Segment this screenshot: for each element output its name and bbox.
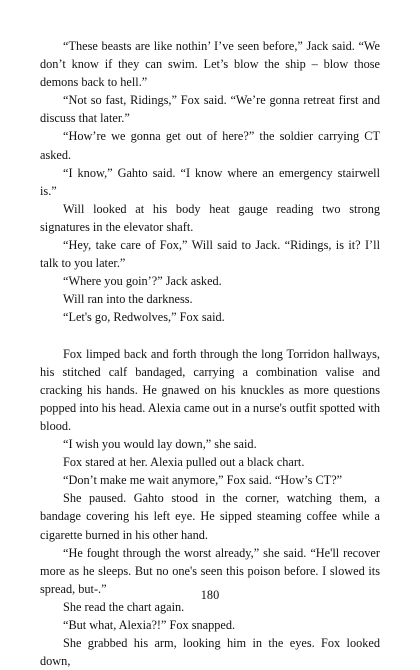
paragraph: She paused. Gahto stood in the corner, watching them, a bandage covering his left eye. He sipped steaming coffee while a cigarette burned in his other hand. (40, 491, 380, 542)
paragraph: “How’re we gonna get out of here?” the soldier carrying CT asked. (40, 129, 380, 162)
paragraph: “I wish you would lay down,” she said. (63, 437, 257, 452)
page-number: 180 (200, 588, 220, 602)
paragraph: Fox stared at her. Alexia pulled out a black chart. (63, 455, 305, 470)
paragraph: “Not so fast, Ridings,” Fox said. “We’re gonna retreat first and discuss that later.” (40, 93, 380, 126)
paragraph: “But what, Alexia?!” Fox snapped. (63, 618, 236, 632)
paragraph: “Where you goin’?” Jack asked. (63, 274, 222, 289)
paragraph: She read the chart again. (63, 599, 185, 614)
paragraph: “I know,” Gahto said. “I know where an emergency stairwell is.” (40, 165, 380, 198)
paragraph: Will looked at his body heat gauge reading two strong signatures in the elevator shaft. (40, 201, 380, 234)
paragraph: “Hey, take care of Fox,” Will said to Jack. “Ridings, is it? I’ll talk to you later.” (40, 238, 380, 271)
paragraph: She grabbed his arm, looking him in the eyes. Fox looked down, (40, 636, 380, 669)
body-text (40, 37, 380, 670)
paragraph: “These beasts are like nothin’ I’ve seen before,” Jack said. “We don’t know if they can swim. Let’s blow the ship – blow those demons back to hell.” (40, 39, 380, 90)
paragraph: Will ran into the darkness. (63, 292, 193, 307)
section-start-paragraph: Fox limped back and forth through the long Torridon hallways, his stitched calf bandaged, carrying a combination valise and cracking his hands. He gnawed on his knuckles as more questions popped into his head. Alexia came out in a nurse's outfit spotted with blood. (40, 346, 380, 433)
paragraph: “Don’t make me wait anymore,” Fox said. “How’s CT?” (63, 473, 343, 488)
paragraph: “He fought through the worst already,” she said. “He'll recover more as he sleeps. But no one's seen this poison before. I slowed its spread, but-.” (40, 545, 380, 596)
paragraph: “Let's go, Redwolves,” Fox said. (63, 310, 225, 325)
